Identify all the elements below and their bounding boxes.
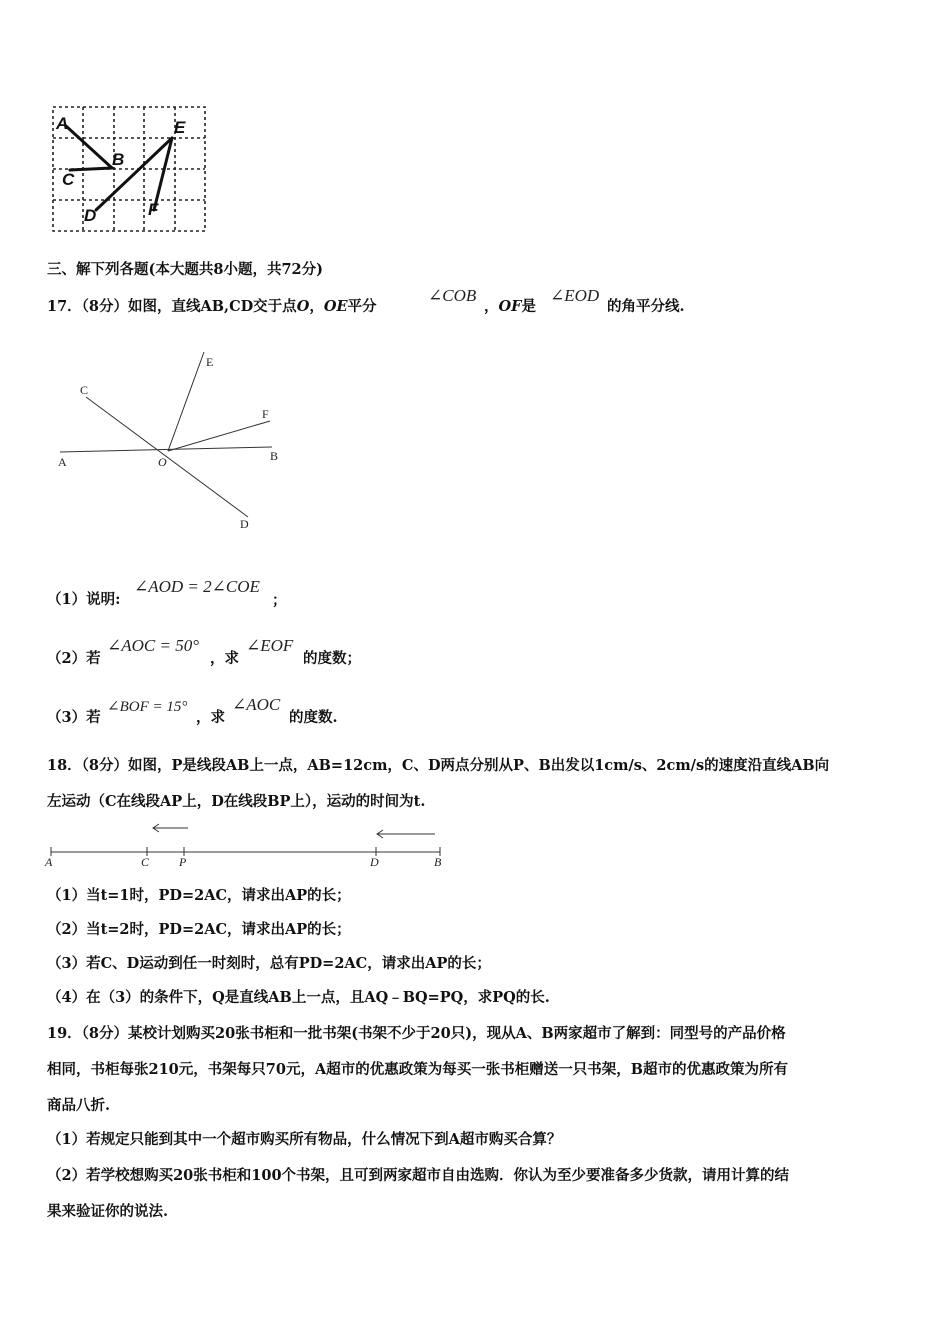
section-heading: 三、解下列各题(本大题共8小题，共72分) xyxy=(47,261,323,278)
q18-figure-drawing xyxy=(45,818,455,878)
q18-label-d: D xyxy=(370,855,379,869)
q19-line3: 商品八折. xyxy=(47,1097,111,1114)
q17-bisect: 平分 xyxy=(347,298,377,315)
q17-part2-math2: ∠EOF xyxy=(246,636,294,655)
q18-part1: （1）当t=1时，PD=2AC，请求出AP的长； xyxy=(47,887,351,904)
q17-is: 是 xyxy=(521,298,536,315)
q17-angle-eod: ∠EOD xyxy=(550,286,600,305)
q17-of: OF xyxy=(498,298,522,315)
q17-part1-suffix: ； xyxy=(272,592,287,609)
q17-label-c: C xyxy=(80,383,89,397)
q17-angle-cob: ∠COB xyxy=(428,286,477,305)
q17-figure xyxy=(50,345,290,540)
q17-part1-prefix: （1）说明: xyxy=(47,591,121,608)
q18-part3: （3）若C、D运动到任一时刻时，总有PD=2AC，请求出AP的长； xyxy=(47,955,491,972)
grid-figure xyxy=(48,104,208,234)
q17-label-o: O xyxy=(158,455,167,469)
q18-part2: （2）当t=2时，PD=2AC，请求出AP的长； xyxy=(47,921,351,938)
grid-label-a: A xyxy=(56,114,69,133)
grid-label-f: F xyxy=(148,200,159,219)
q17-label-a: A xyxy=(58,455,67,469)
q19-part1: （1）若规定只能到其中一个超市购买所有物品，什么情况下到A超市购买合算？ xyxy=(47,1131,562,1148)
q17-part3-math: ∠BOF = 15° xyxy=(107,699,188,715)
q18-label-c: C xyxy=(141,855,150,869)
q17-sep1: ， xyxy=(309,298,324,315)
q17-stem-prefix: 17．（8分）如图，直线AB,CD交于点 xyxy=(47,298,297,315)
q18-label-p: P xyxy=(179,855,187,869)
q17-part3-prefix: （3）若 xyxy=(47,709,101,726)
q17-sep2: ， xyxy=(484,298,499,315)
q18-label-a: A xyxy=(45,855,53,869)
q17-stem-suffix: 的角平分线. xyxy=(607,298,685,315)
grid-label-d: D xyxy=(84,206,97,225)
q17-label-f: F xyxy=(262,407,269,421)
q17-part3-mid: ，求 xyxy=(196,709,225,726)
q19-part2-line1: （2）若学校想购买20张书柜和100个书架，且可到两家超市自由选购．你认为至少要准备多少货款，请用计算的结 xyxy=(47,1167,790,1184)
q17-label-b: B xyxy=(270,449,279,463)
grid-label-b: B xyxy=(112,150,125,169)
q17-part2-suffix: 的度数； xyxy=(303,650,361,667)
q17-part1-math: ∠AOD = 2∠COE xyxy=(134,577,260,596)
q17-point-o: O xyxy=(296,298,310,315)
q19-line1: 19．（8分）某校计划购买20张书柜和一批书架(书架不少于20只)，现从A、B两家超市了解到：同型号的产品价格 xyxy=(47,1025,786,1042)
q19-line2: 相同，书柜每张210元，书架每只70元，A超市的优惠政策为每买一张书柜赠送一只书架，B超市的优惠政策为所有 xyxy=(47,1061,788,1078)
q17-stem-2 xyxy=(484,297,536,317)
q17-oe: OE xyxy=(323,298,348,315)
q17-part3-math2: ∠AOC xyxy=(232,695,281,714)
q17-part2-prefix: （2）若 xyxy=(47,650,101,667)
q17-label-d: D xyxy=(240,517,249,531)
q17-part2-math: ∠AOC = 50° xyxy=(107,636,200,655)
q17-figure-drawing xyxy=(50,345,290,540)
grid-label-e: E xyxy=(174,118,186,137)
grid-label-c: C xyxy=(62,170,75,189)
q17-stem xyxy=(47,297,377,317)
q17-label-e: E xyxy=(206,355,214,369)
q19-part2-line2: 果来验证你的说法. xyxy=(47,1203,169,1220)
q18-part4: （4）在（3）的条件下，Q是直线AB上一点，且AQ﹣BQ=PQ，求PQ的长. xyxy=(47,989,550,1006)
q18-line1: 18．（8分）如图，P是线段AB上一点，AB=12cm，C、D两点分别从P、B出发以1cm/s、2cm/s的速度沿直线AB向 xyxy=(47,757,830,774)
q18-label-b: B xyxy=(434,855,442,869)
q18-line2: 左运动（C在线段AP上，D在线段BP上），运动的时间为t. xyxy=(47,793,426,810)
q18-figure xyxy=(45,818,455,878)
q17-part3-suffix: 的度数. xyxy=(289,709,338,726)
q17-part2-mid: ，求 xyxy=(210,650,239,667)
